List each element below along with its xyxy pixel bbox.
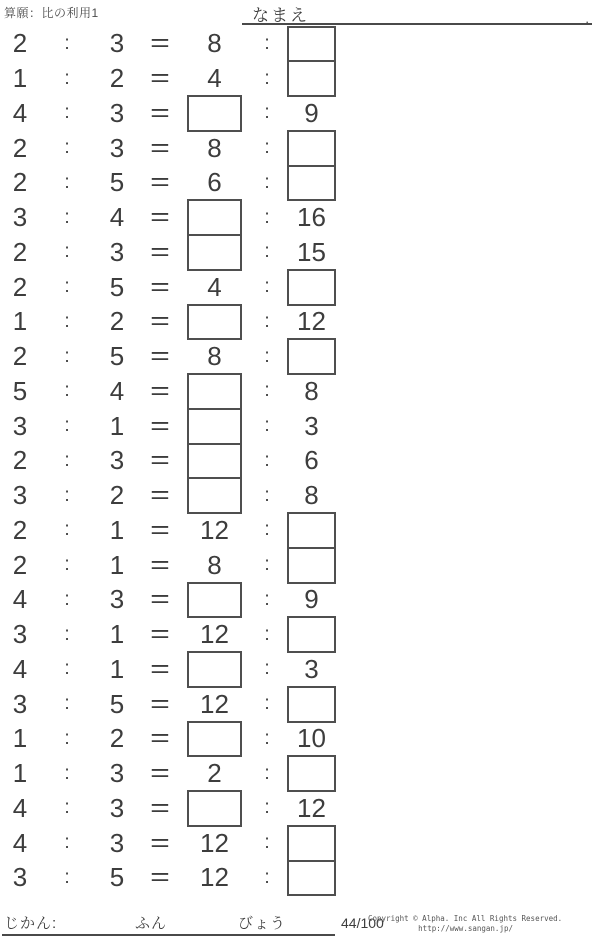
colon-symbol: : xyxy=(264,588,270,610)
colon-symbol: : xyxy=(64,762,70,784)
colon-symbol: : xyxy=(64,727,70,749)
time-field-line xyxy=(2,911,335,936)
term-d: 9 xyxy=(304,584,319,615)
term-a: 5 xyxy=(12,375,28,406)
answer-cell xyxy=(187,791,242,826)
answer-cell xyxy=(287,826,336,861)
term-a: 4 xyxy=(12,792,28,823)
ratio-row xyxy=(0,200,350,235)
colon-symbol: : xyxy=(264,727,270,749)
answer-cell xyxy=(287,756,336,791)
colon-symbol: : xyxy=(264,623,270,645)
term-b: 5 xyxy=(109,341,125,372)
term-c: 12 xyxy=(200,688,229,719)
term-b: 2 xyxy=(109,63,125,94)
ratio-row xyxy=(0,548,350,583)
ratio-row xyxy=(0,305,350,340)
ratio-row xyxy=(0,513,350,548)
colon-symbol: : xyxy=(64,102,70,124)
colon-symbol: : xyxy=(64,241,70,263)
ratio-row xyxy=(0,652,350,687)
term-a: 4 xyxy=(12,653,28,684)
answer-cell xyxy=(287,339,336,374)
term-c: 12 xyxy=(200,619,229,650)
ratio-row xyxy=(0,235,350,270)
colon-symbol: : xyxy=(264,206,270,228)
answer-box[interactable] xyxy=(187,304,242,341)
answer-box[interactable] xyxy=(187,234,242,271)
term-a: 2 xyxy=(12,341,28,372)
colon-symbol: : xyxy=(264,832,270,854)
term-b: 5 xyxy=(109,167,125,198)
answer-cell xyxy=(187,409,242,444)
term-b: 3 xyxy=(109,28,125,59)
term-a: 2 xyxy=(12,236,28,267)
term-b: 3 xyxy=(109,792,125,823)
colon-symbol: : xyxy=(64,449,70,471)
colon-symbol: : xyxy=(264,693,270,715)
equals-symbol: = xyxy=(150,411,170,440)
term-c: 4 xyxy=(207,271,222,302)
answer-cell xyxy=(187,96,242,131)
answer-box[interactable] xyxy=(187,408,242,445)
term-b: 3 xyxy=(109,584,125,615)
equals-symbol: = xyxy=(150,237,170,266)
ratio-row xyxy=(0,583,350,618)
ratio-row xyxy=(0,478,350,513)
term-c: 12 xyxy=(200,827,229,858)
term-b: 3 xyxy=(109,827,125,858)
answer-cell xyxy=(187,235,242,270)
term-d: 3 xyxy=(304,653,319,684)
colon-symbol: : xyxy=(264,484,270,506)
term-c: 2 xyxy=(207,758,222,789)
seconds-label: びょう xyxy=(238,915,287,932)
term-d: 3 xyxy=(304,410,319,441)
term-a: 3 xyxy=(12,202,28,233)
answer-box[interactable] xyxy=(187,651,242,688)
colon-symbol: : xyxy=(64,484,70,506)
term-d: 10 xyxy=(297,723,326,754)
score-text: 44/100 xyxy=(341,915,384,931)
answer-cell xyxy=(187,374,242,409)
term-a: 4 xyxy=(12,827,28,858)
ratio-row xyxy=(0,687,350,722)
equals-symbol: = xyxy=(150,133,170,162)
answer-cell xyxy=(287,861,336,896)
colon-symbol: : xyxy=(64,310,70,332)
ratio-row xyxy=(0,617,350,652)
colon-symbol: : xyxy=(64,137,70,159)
term-b: 2 xyxy=(109,306,125,337)
term-c: 8 xyxy=(207,132,222,163)
equals-symbol: = xyxy=(150,828,170,857)
term-b: 2 xyxy=(109,723,125,754)
answer-box[interactable] xyxy=(287,269,336,306)
ratio-row xyxy=(0,826,350,861)
colon-symbol: : xyxy=(264,276,270,298)
colon-symbol: : xyxy=(264,32,270,54)
answer-cell xyxy=(187,652,242,687)
term-d: 8 xyxy=(304,375,319,406)
colon-symbol: : xyxy=(264,171,270,193)
answer-box[interactable] xyxy=(287,512,336,549)
colon-symbol: : xyxy=(264,102,270,124)
term-a: 4 xyxy=(12,97,28,128)
term-a: 3 xyxy=(12,862,28,893)
term-d: 16 xyxy=(297,202,326,233)
answer-box[interactable] xyxy=(287,130,336,167)
colon-symbol: : xyxy=(64,554,70,576)
colon-symbol: : xyxy=(64,345,70,367)
answer-box[interactable] xyxy=(287,860,336,897)
ratio-row xyxy=(0,791,350,826)
term-a: 3 xyxy=(12,410,28,441)
term-d: 12 xyxy=(297,792,326,823)
term-b: 4 xyxy=(109,375,125,406)
term-b: 3 xyxy=(109,758,125,789)
term-b: 1 xyxy=(109,514,125,545)
term-a: 2 xyxy=(12,514,28,545)
equals-symbol: = xyxy=(150,620,170,649)
colon-symbol: : xyxy=(264,449,270,471)
ratio-row xyxy=(0,339,350,374)
colon-symbol: : xyxy=(264,241,270,263)
minutes-label: ふん xyxy=(135,915,168,932)
term-b: 1 xyxy=(109,549,125,580)
term-d: 8 xyxy=(304,480,319,511)
colon-symbol: : xyxy=(64,171,70,193)
colon-symbol: : xyxy=(64,832,70,854)
equals-symbol: = xyxy=(150,376,170,405)
answer-box[interactable] xyxy=(187,95,242,132)
term-b: 1 xyxy=(109,410,125,441)
colon-symbol: : xyxy=(64,415,70,437)
term-d: 12 xyxy=(297,306,326,337)
term-a: 4 xyxy=(12,584,28,615)
answer-box[interactable] xyxy=(187,721,242,758)
colon-symbol: : xyxy=(64,380,70,402)
term-b: 2 xyxy=(109,480,125,511)
term-a: 2 xyxy=(12,28,28,59)
colon-symbol: : xyxy=(64,588,70,610)
equals-symbol: = xyxy=(150,654,170,683)
answer-box[interactable] xyxy=(187,443,242,480)
term-a: 2 xyxy=(12,445,28,476)
term-c: 4 xyxy=(207,63,222,94)
colon-symbol: : xyxy=(64,276,70,298)
colon-symbol: : xyxy=(64,67,70,89)
answer-cell xyxy=(187,722,242,757)
answer-cell xyxy=(187,478,242,513)
term-a: 1 xyxy=(12,63,28,94)
answer-cell xyxy=(187,200,242,235)
colon-symbol: : xyxy=(264,797,270,819)
term-a: 2 xyxy=(12,132,28,163)
colon-symbol: : xyxy=(264,762,270,784)
ratio-row xyxy=(0,270,350,305)
term-b: 5 xyxy=(109,271,125,302)
equals-symbol: = xyxy=(150,272,170,301)
answer-box[interactable] xyxy=(287,825,336,862)
term-b: 3 xyxy=(109,445,125,476)
answer-box[interactable] xyxy=(187,582,242,619)
equals-symbol: = xyxy=(150,203,170,232)
ratio-row xyxy=(0,374,350,409)
colon-symbol: : xyxy=(64,623,70,645)
term-d: 15 xyxy=(297,236,326,267)
copyright-block xyxy=(368,914,563,934)
term-b: 1 xyxy=(109,619,125,650)
term-d: 9 xyxy=(304,97,319,128)
term-c: 12 xyxy=(200,514,229,545)
term-b: 5 xyxy=(109,862,125,893)
colon-symbol: : xyxy=(264,345,270,367)
term-c: 6 xyxy=(207,167,222,198)
ratio-row xyxy=(0,756,350,791)
ratio-row xyxy=(0,861,350,896)
term-b: 3 xyxy=(109,132,125,163)
term-b: 4 xyxy=(109,202,125,233)
term-b: 5 xyxy=(109,688,125,719)
colon-symbol: : xyxy=(64,32,70,54)
answer-box[interactable] xyxy=(287,60,336,97)
equals-symbol: = xyxy=(150,550,170,579)
answer-cell xyxy=(287,61,336,96)
answer-cell xyxy=(287,27,336,62)
equals-symbol: = xyxy=(150,64,170,93)
colon-symbol: : xyxy=(64,866,70,888)
name-label: なまえ xyxy=(252,6,309,25)
equals-symbol: = xyxy=(150,515,170,544)
colon-symbol: : xyxy=(64,658,70,680)
copyright-line2: http://www.sangan.jp/ xyxy=(418,924,513,934)
colon-symbol: : xyxy=(264,519,270,541)
ratio-row xyxy=(0,27,350,62)
term-a: 2 xyxy=(12,271,28,302)
colon-symbol: : xyxy=(264,67,270,89)
answer-cell xyxy=(287,166,336,201)
colon-symbol: : xyxy=(264,866,270,888)
name-line-period: . xyxy=(585,11,589,26)
colon-symbol: : xyxy=(64,519,70,541)
answer-cell xyxy=(287,617,336,652)
colon-symbol: : xyxy=(264,658,270,680)
answer-cell xyxy=(187,583,242,618)
copyright-line1: Copyright © Alpha. Inc All Rights Reserved. xyxy=(368,914,563,923)
term-a: 1 xyxy=(12,758,28,789)
answer-cell xyxy=(287,548,336,583)
answer-cell xyxy=(287,687,336,722)
equals-symbol: = xyxy=(150,168,170,197)
equals-symbol: = xyxy=(150,29,170,58)
answer-box[interactable] xyxy=(287,547,336,584)
term-a: 3 xyxy=(12,480,28,511)
equals-symbol: = xyxy=(150,446,170,475)
ratio-row xyxy=(0,166,350,201)
colon-symbol: : xyxy=(264,137,270,159)
answer-box[interactable] xyxy=(187,477,242,514)
term-c: 8 xyxy=(207,549,222,580)
term-c: 12 xyxy=(200,862,229,893)
ratio-row xyxy=(0,722,350,757)
term-a: 3 xyxy=(12,619,28,650)
answer-box[interactable] xyxy=(287,755,336,792)
answer-box[interactable] xyxy=(287,616,336,653)
equals-symbol: = xyxy=(150,98,170,127)
answer-cell xyxy=(287,270,336,305)
answer-cell xyxy=(287,513,336,548)
colon-symbol: : xyxy=(264,415,270,437)
answer-box[interactable] xyxy=(287,686,336,723)
colon-symbol: : xyxy=(64,693,70,715)
equals-symbol: = xyxy=(150,585,170,614)
term-b: 3 xyxy=(109,236,125,267)
term-a: 2 xyxy=(12,549,28,580)
colon-symbol: : xyxy=(264,310,270,332)
ratio-row xyxy=(0,409,350,444)
ratio-row xyxy=(0,131,350,166)
answer-cell xyxy=(187,444,242,479)
term-b: 3 xyxy=(109,97,125,128)
answer-box[interactable] xyxy=(287,338,336,375)
term-c: 8 xyxy=(207,341,222,372)
term-c: 8 xyxy=(207,28,222,59)
answer-cell xyxy=(287,131,336,166)
answer-box[interactable] xyxy=(287,165,336,202)
equals-symbol: = xyxy=(150,863,170,892)
equals-symbol: = xyxy=(150,689,170,718)
ratio-row xyxy=(0,96,350,131)
colon-symbol: : xyxy=(64,797,70,819)
ratio-row xyxy=(0,61,350,96)
term-d: 6 xyxy=(304,445,319,476)
equals-symbol: = xyxy=(150,724,170,753)
worksheet-title: 算願：比の利用1 xyxy=(4,6,99,20)
answer-box[interactable] xyxy=(187,790,242,827)
time-label: じかん: xyxy=(4,915,58,932)
term-a: 1 xyxy=(12,723,28,754)
equals-symbol: = xyxy=(150,793,170,822)
term-a: 2 xyxy=(12,167,28,198)
colon-symbol: : xyxy=(264,380,270,402)
equals-symbol: = xyxy=(150,307,170,336)
colon-symbol: : xyxy=(64,206,70,228)
term-b: 1 xyxy=(109,653,125,684)
ratio-row xyxy=(0,444,350,479)
answer-box[interactable] xyxy=(287,26,336,63)
term-a: 3 xyxy=(12,688,28,719)
colon-symbol: : xyxy=(264,554,270,576)
answer-cell xyxy=(187,305,242,340)
term-a: 1 xyxy=(12,306,28,337)
equals-symbol: = xyxy=(150,481,170,510)
answer-box[interactable] xyxy=(187,199,242,236)
answer-box[interactable] xyxy=(187,373,242,410)
equals-symbol: = xyxy=(150,759,170,788)
equals-symbol: = xyxy=(150,342,170,371)
